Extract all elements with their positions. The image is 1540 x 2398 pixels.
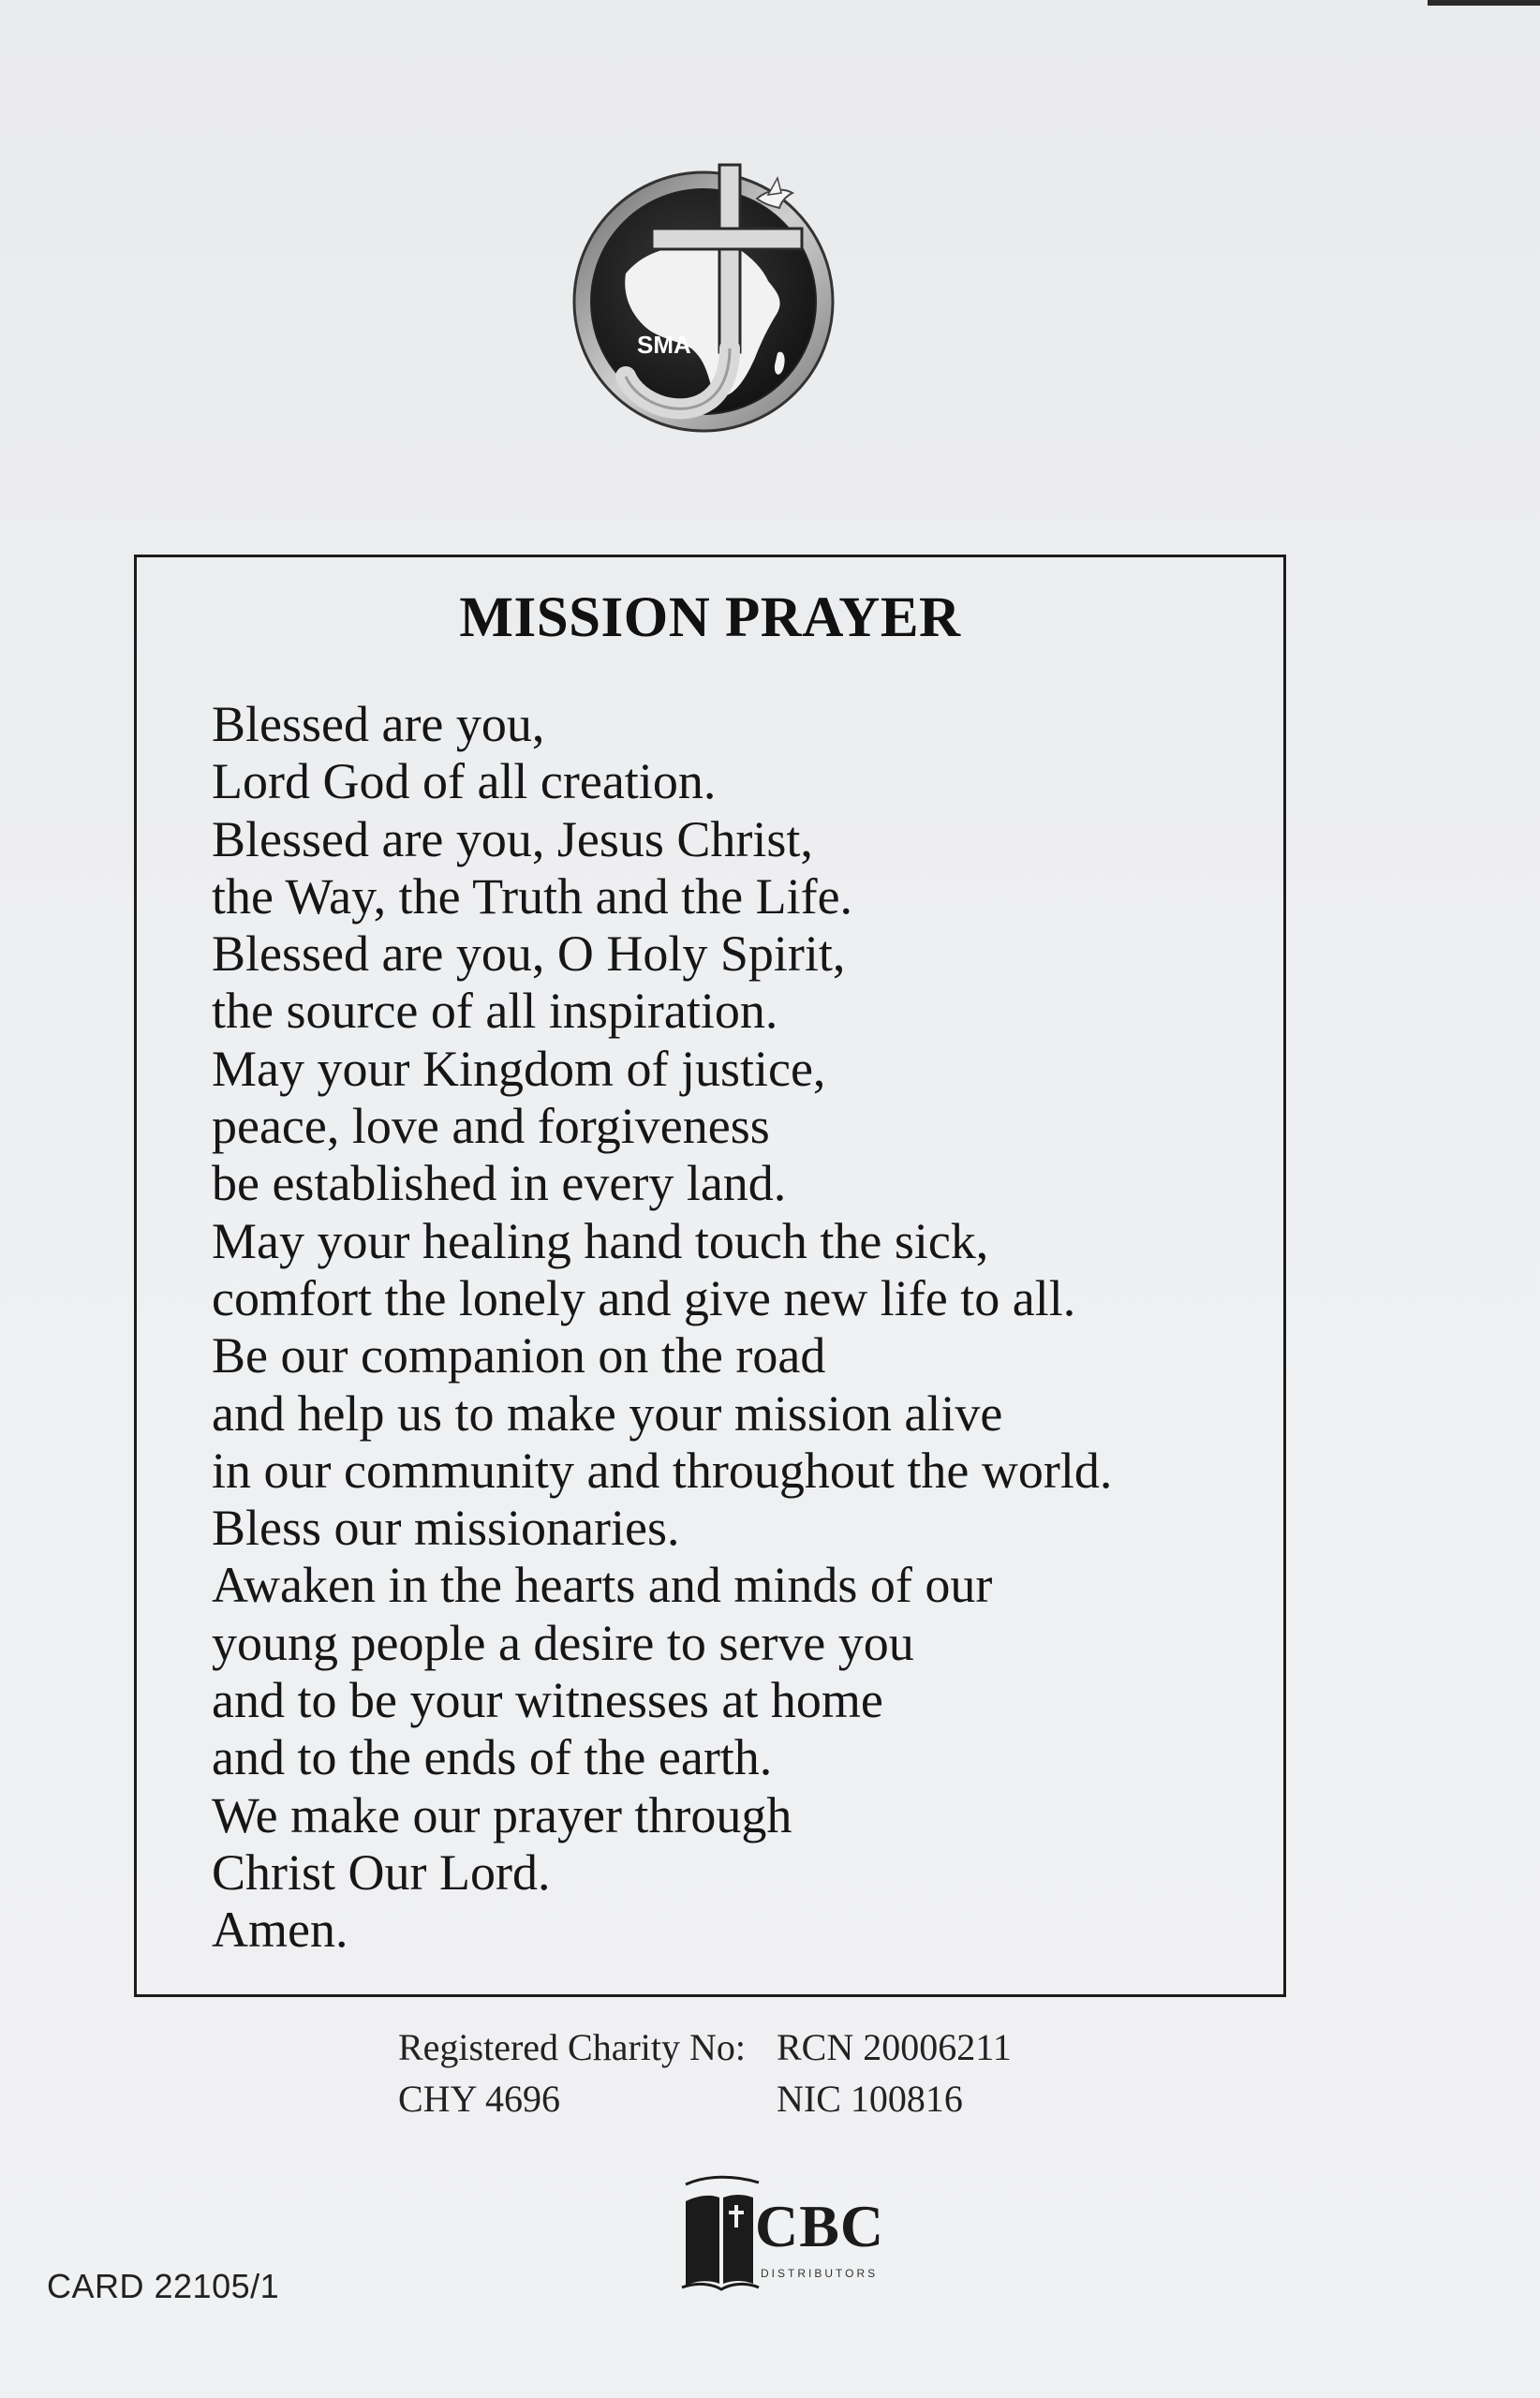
sma-globe-cross-logo-icon — [570, 161, 837, 442]
prayer-title: MISSION PRAYER — [459, 586, 961, 649]
charity-nic: NIC 100816 — [777, 2078, 963, 2120]
prayer-line: Blessed are you, Jesus Christ, — [212, 810, 813, 867]
logo-text: SMA — [637, 331, 691, 359]
prayer-line: May your healing hand touch the sick, — [212, 1212, 989, 1269]
publisher-name: CBC — [755, 2193, 885, 2259]
prayer-line: the Way, the Truth and the Life. — [212, 867, 853, 925]
prayer-line: Christ Our Lord. — [212, 1843, 551, 1901]
card-edge-shadow — [1428, 0, 1540, 6]
prayer-box — [134, 555, 1286, 1997]
prayer-line: Be our companion on the road — [212, 1327, 826, 1384]
charity-registration — [398, 2021, 1012, 2124]
card-code: CARD 22105/1 — [47, 2267, 280, 2305]
prayer-line: Amen. — [212, 1902, 348, 1959]
prayer-line: young people a desire to serve you — [212, 1614, 914, 1671]
publisher-subtitle: DISTRIBUTORS — [761, 2267, 879, 2280]
prayer-line: Lord God of all creation. — [212, 753, 717, 810]
book-cross-logo-icon — [678, 2173, 763, 2295]
prayer-line: be established in every land. — [212, 1155, 787, 1212]
prayer-line: and to be your witnesses at home — [212, 1672, 883, 1729]
prayer-text — [212, 696, 1112, 1960]
prayer-line: peace, love and forgiveness — [212, 1098, 770, 1155]
charity-label: Registered Charity No: — [398, 2026, 747, 2068]
charity-rcn: RCN 20006211 — [777, 2026, 1012, 2068]
prayer-line: the source of all inspiration. — [212, 983, 778, 1040]
prayer-line: and to the ends of the earth. — [212, 1729, 773, 1786]
prayer-line: comfort the lonely and give new life to all. — [212, 1269, 1076, 1326]
prayer-line: May your Kingdom of justice, — [212, 1040, 826, 1097]
prayer-line: and help us to make your mission alive — [212, 1384, 1003, 1442]
prayer-line: Blessed are you, O Holy Spirit, — [212, 925, 846, 983]
prayer-line: We make our prayer through — [212, 1786, 792, 1843]
prayer-line: Blessed are you, — [212, 696, 545, 752]
prayer-line: Awaken in the hearts and minds of our — [212, 1557, 993, 1614]
charity-chy: CHY 4696 — [398, 2078, 560, 2120]
prayer-line: Bless our missionaries. — [212, 1500, 680, 1557]
publisher-logo — [678, 2173, 894, 2295]
prayer-line: in our community and throughout the world. — [212, 1442, 1113, 1499]
